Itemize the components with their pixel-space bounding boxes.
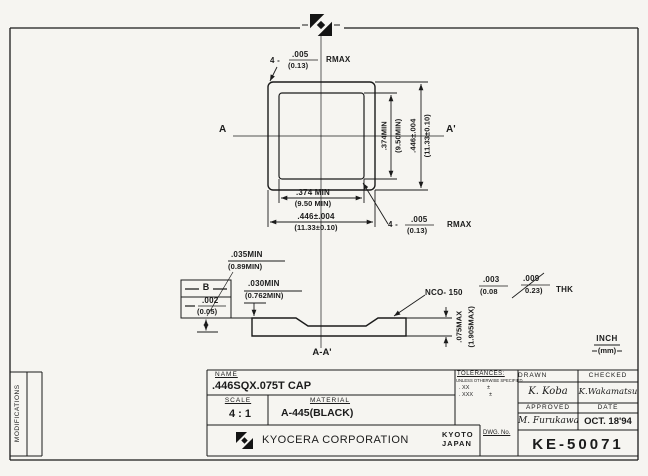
dim-outer-width-inch: .446±.004 bbox=[297, 212, 335, 221]
corner-note-top-inch: .005 bbox=[292, 50, 309, 59]
name-label: NAME bbox=[215, 371, 238, 378]
dim-inner-width-mm: (9.50 MIN) bbox=[294, 199, 332, 208]
approved-label: APPROVED bbox=[525, 404, 571, 411]
cut-line-label-right: A' bbox=[446, 124, 456, 135]
tolerance-row2-pm: ± bbox=[489, 392, 493, 398]
drawn-signature: K. Koba bbox=[528, 386, 568, 397]
scale-value: 4 : 1 bbox=[228, 408, 251, 420]
dim-thickness-inch-min: .003 bbox=[483, 275, 500, 284]
datum-id-label: B bbox=[202, 282, 210, 292]
date-value: OCT. 18'94 bbox=[584, 416, 632, 427]
corner-note-bottom-mm: (0.13) bbox=[407, 226, 428, 235]
tolerance-row2: . XXX bbox=[459, 392, 474, 398]
dim-outer-height-inch: .446±.004 bbox=[408, 118, 418, 153]
section-view-dimension-lines bbox=[197, 261, 550, 347]
kyocera-logo-top bbox=[310, 14, 332, 36]
date-label: DATE bbox=[597, 404, 619, 411]
dim-depth-min-mm: (0.762MIN) bbox=[245, 291, 284, 300]
section-title: A-A' bbox=[312, 347, 332, 358]
material-value: A-445(BLACK) bbox=[281, 407, 354, 419]
dwg-number-label: DWG. No. bbox=[483, 430, 511, 436]
dim-thickness-mm-max: 0.23) bbox=[525, 286, 543, 295]
dim-inner-width-inch: .374 MIN bbox=[295, 188, 331, 197]
dim-depth-min-inch: .030MIN bbox=[248, 279, 280, 288]
company-country: JAPAN bbox=[442, 439, 472, 448]
dim-outer-width-mm: (11.33±0.10) bbox=[294, 223, 338, 232]
name-value: .446SQX.075T CAP bbox=[212, 380, 312, 392]
checked-signature: K.Wakamatsu bbox=[578, 387, 638, 397]
dim-inner-height-inch: .374MIN bbox=[379, 121, 389, 151]
tolerance-row1-pm: ± bbox=[487, 385, 491, 391]
dim-height-max-inch: .075MAX bbox=[454, 310, 464, 343]
datum-flatness-inch: .002 bbox=[202, 296, 219, 305]
drawn-label: DRAWN bbox=[518, 372, 548, 379]
cut-line-label-left: A bbox=[219, 124, 227, 135]
dim-height-max-mm: (1.905MAX) bbox=[466, 306, 476, 348]
corner-note-top-label: RMAX bbox=[326, 55, 351, 64]
corner-note-top-count: 4 - bbox=[270, 56, 280, 65]
kyocera-logo-titleblock bbox=[236, 432, 253, 449]
tolerances-note: UNLESS OTHERWISE SPECIFIED bbox=[456, 378, 523, 383]
corner-note-bottom-inch: .005 bbox=[411, 215, 428, 224]
corner-note-top-mm: (0.13) bbox=[288, 61, 309, 70]
section-view-outline bbox=[252, 318, 406, 336]
datum-flatness-mm: (0.05) bbox=[197, 307, 218, 316]
coating-note: NCO- 150 bbox=[425, 288, 463, 297]
dim-edge-min-mm: (0.89MIN) bbox=[228, 262, 263, 271]
approved-signature: M. Furukawa bbox=[518, 416, 579, 426]
dim-inner-height-mm: (9.50MIN) bbox=[393, 118, 403, 153]
tolerance-row1: . XX bbox=[459, 385, 470, 391]
corner-note-bottom-count: 4 - bbox=[388, 220, 398, 229]
material-label: MATERIAL bbox=[309, 397, 351, 404]
dim-thickness-inch-max: .009 bbox=[523, 274, 540, 283]
units-secondary: (mm) bbox=[597, 346, 617, 355]
dim-thickness-label: THK bbox=[556, 285, 574, 294]
dim-outer-height-mm: (11.33±0.10) bbox=[422, 114, 432, 158]
units-primary: INCH bbox=[596, 334, 618, 343]
tolerances-label: TOLERANCES: bbox=[457, 371, 505, 377]
company-city: KYOTO bbox=[442, 430, 474, 439]
corner-note-bottom-label: RMAX bbox=[447, 220, 472, 229]
scale-label: SCALE bbox=[224, 397, 252, 404]
dwg-number-value: KE-50071 bbox=[532, 436, 624, 453]
dim-edge-min-inch: .035MIN bbox=[231, 250, 263, 259]
company-name: KYOCERA CORPORATION bbox=[262, 434, 409, 446]
modifications-label: MODIFICATIONS bbox=[13, 384, 21, 443]
dim-thickness-mm-min: (0.08 bbox=[480, 287, 498, 296]
checked-label: CHECKED bbox=[588, 372, 628, 379]
